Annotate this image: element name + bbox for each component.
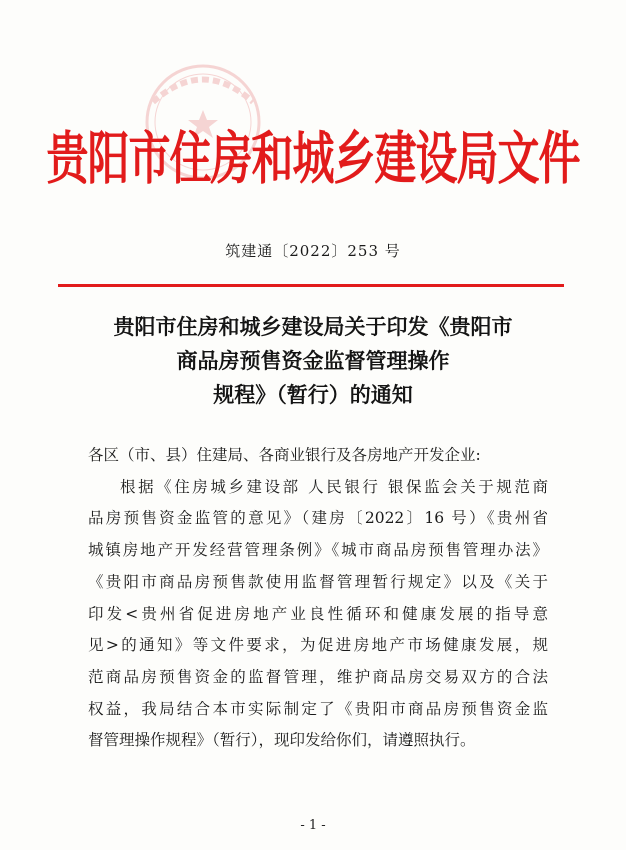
body-line-3: 城镇房地产开发经营管理条例》《城市商品房预售管理办法》 <box>88 541 548 560</box>
title-line-1: 贵阳市住房和城乡建设局关于印发《贵阳市 <box>113 314 513 339</box>
body-line-5: 印发<贵州省促进房地产业良性循环和健康发展的指导意 <box>88 604 548 623</box>
document-title <box>60 310 566 412</box>
body-line-2: 品房预售资金监管的意见》（建房〔2022〕16 号）《贵州省 <box>88 509 548 528</box>
body-line-6: 见>的通知》等文件要求，为促进房地产市场健康发展，规 <box>88 636 548 655</box>
body-line-8: 权益，我局结合本市实际制定了《贵阳市商品房预售资金监 <box>88 699 548 718</box>
page-number: - 1 - <box>300 818 326 833</box>
red-divider <box>58 284 564 287</box>
body-line-9: 督管理操作规程》（暂行），现印发给你们，请遵照执行。 <box>88 731 476 750</box>
document-number: 筑建通〔2022〕253 号 <box>225 242 401 260</box>
recipient-line: 各区（市、县）住建局、各商业银行及各房地产开发企业: <box>88 446 481 464</box>
title-line-2: 商品房预售资金监督管理操作 <box>176 348 450 373</box>
title-line-3: 规程》（暂行）的通知 <box>213 382 413 407</box>
body-line-1: 根据《住房城乡建设部 人民银行 银保监会关于规范商 <box>120 477 548 496</box>
body-line-4: 《贵阳市商品房预售款使用监督管理暂行规定》以及《关于 <box>88 572 548 591</box>
body-line-7: 范商品房预售资金的监督管理，维护商品房交易双方的合法 <box>88 667 548 686</box>
document-body <box>88 440 548 757</box>
issuer-heading: 贵阳市住房和城乡建设局文件 <box>46 125 580 192</box>
